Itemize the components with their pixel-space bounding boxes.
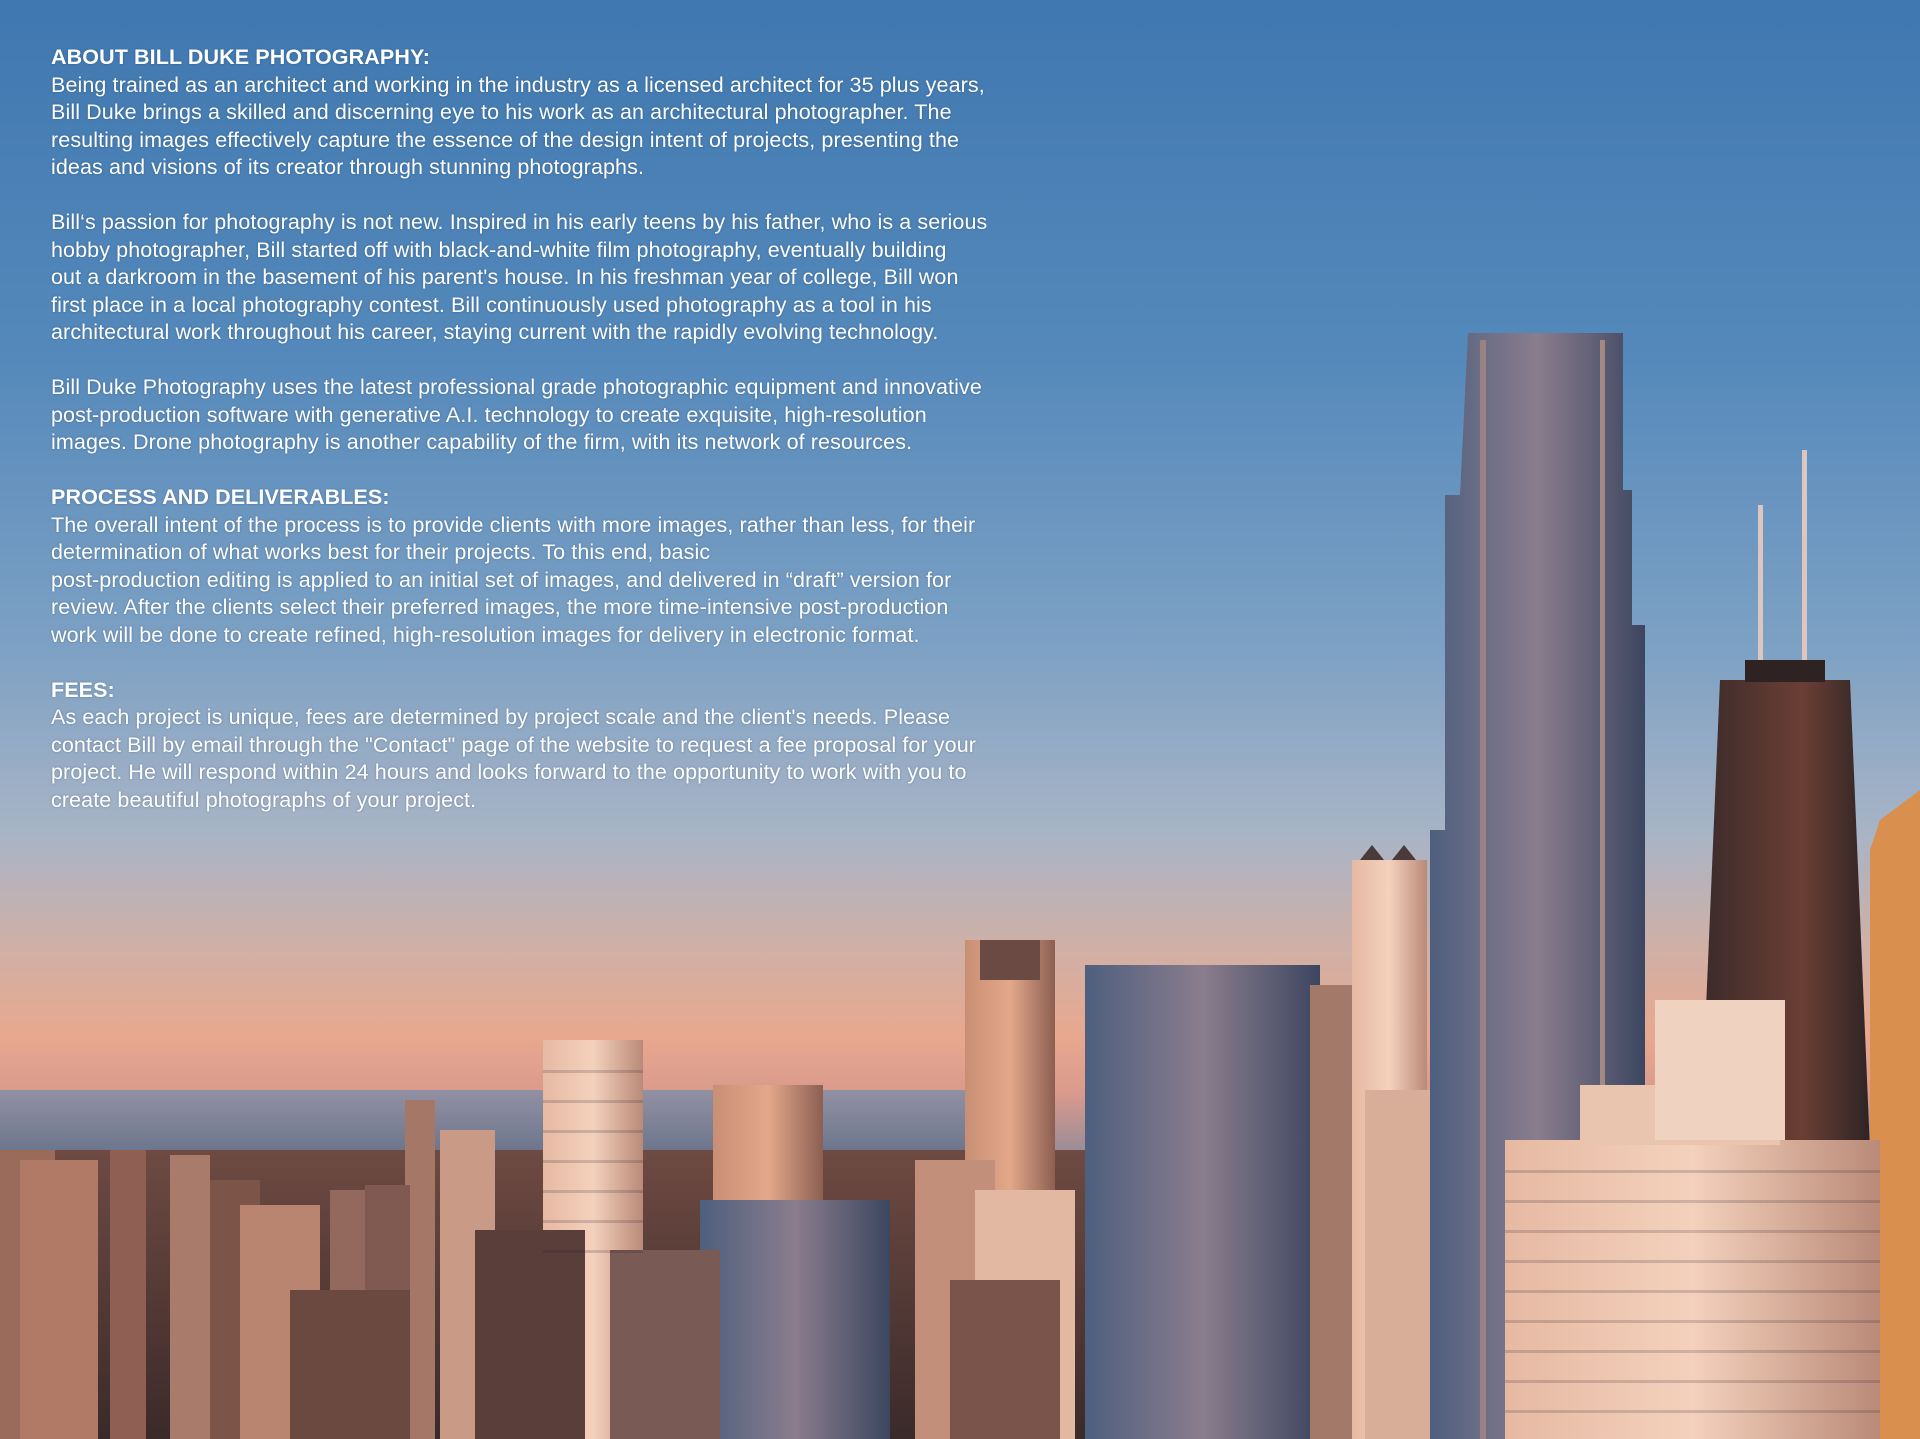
process-paragraph: The overall intent of the process is to provide clients with more images, rather than less, for their determination of what works best for their projects. To this end, basic post-production editing is applied to an initial set of images, and delivered in “draft” version for review. After the clients select their preferred images, the more time-intensive post-production work will be done to create refined, high-resolution images for delivery in electronic format. <box>51 512 976 647</box>
fees-paragraph: As each project is unique, fees are determined by project scale and the client's needs. Please contact Bill by email through the "Contact" page of the website to request a fee proposal for your project. He will respond within 24 hours and looks forward to the opportunity to work with you to create beautiful photographs of your project. <box>51 705 977 812</box>
about-paragraph-1: Being trained as an architect and working in the industry as a licensed architect for 35 plus years, Bill Duke brings a skilled and discerning eye to his work as an architectural photographer. The resulting images effectively capture the essence of the design intent of projects, presenting the ideas and visions of its creator through stunning photographs. <box>51 72 985 179</box>
fees-section <box>51 677 1191 815</box>
about-section <box>51 44 1191 457</box>
about-heading: ABOUT BILL DUKE PHOTOGRAPHY: <box>51 45 431 69</box>
about-paragraph-2: Bill‘s passion for photography is not new. Inspired in his early teens by his father, who is a serious hobby photographer, Bill started off with black-and-white film photography, eventually building out a darkroom in the basement of his parent's house. In his freshman year of college, Bill won first place in a local photography contest. Bill continuously used photography as a tool in his architectural work throughout his career, staying current with the rapidly evolving technology. <box>51 210 988 344</box>
info-text-block <box>51 44 1191 842</box>
process-section <box>51 484 1191 649</box>
fees-heading: FEES: <box>51 677 115 702</box>
about-paragraph-3: Bill Duke Photography uses the latest professional grade photographic equipment and innovative post-production software with generative A.I. technology to create exquisite, high-resolution images. Drone photography is another capability of the firm, with its network of resources. <box>51 375 982 454</box>
process-heading: PROCESS AND DELIVERABLES: <box>51 485 390 509</box>
